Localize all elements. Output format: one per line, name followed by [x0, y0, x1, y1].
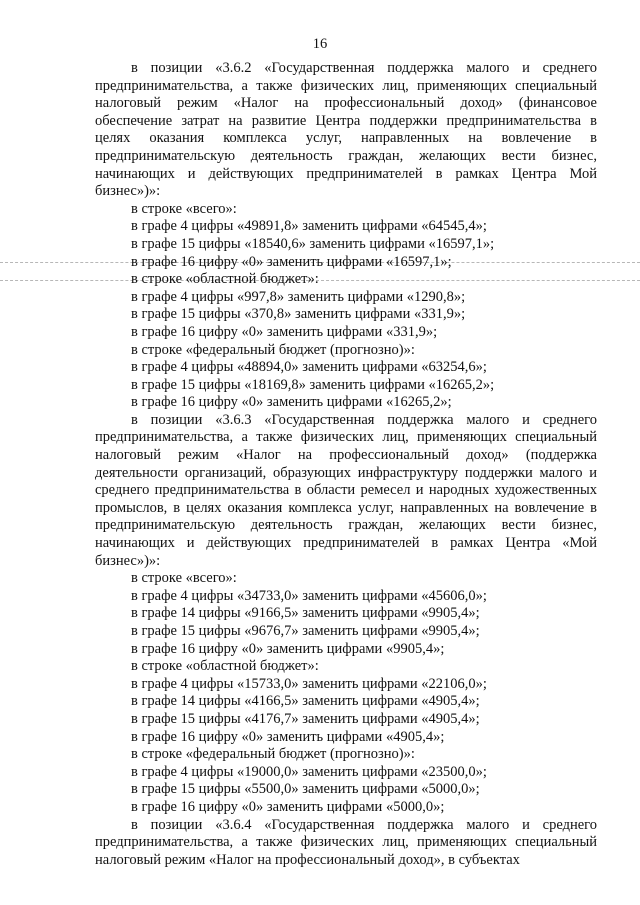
amendment-line: в графе 16 цифру «0» заменить цифрами «4905,4»; [131, 728, 445, 745]
amendment-line: в графе 4 цифры «997,8» заменить цифрами «1290,8»; [131, 288, 466, 305]
amendment-line: в строке «областной бюджет»: [131, 658, 319, 675]
amendment-line: в графе 15 цифры «370,8» заменить цифрами «331,9»; [131, 306, 466, 323]
amendment-line: в графе 15 цифры «5500,0» заменить цифрами «5000,0»; [131, 781, 480, 798]
amendment-line: в графе 16 цифру «0» заменить цифрами «331,9»; [131, 323, 438, 340]
page-number: 16 [312, 36, 328, 52]
document-body [95, 60, 597, 869]
amendment-line: в графе 15 цифры «18540,6» заменить цифрами «16597,1»; [131, 235, 495, 252]
amendment-line: в графе 15 цифры «9676,7» заменить цифрами «9905,4»; [131, 623, 480, 639]
paragraph: в позиции «3.6.3 «Государственная поддержка малого и среднего предпринимательства, а также физических лиц, применяющих специальный налоговый режим «Налог на профессиональный доход» (поддержка деятельности организаций, образующих инфраструктуру поддержки малого и среднего предпринимательства в области ремесел и народных художественных промыслов, в целях оказания комплекса услуг, направленных на вовлечение в предпринимательскую деятельность граждан, желающих вести бизнес, начинающих и действующих предпринимателей в рамках Центра «Мой бизнес»)»: [95, 411, 597, 569]
amendment-line: в графе 14 цифры «4166,5» заменить цифрами «4905,4»; [131, 693, 480, 710]
amendment-line: в графе 15 цифры «4176,7» заменить цифрами «4905,4»; [131, 710, 480, 727]
amendment-line: в графе 4 цифры «48894,0» заменить цифрами «63254,6»; [131, 359, 487, 376]
paragraph: в позиции «3.6.4 «Государственная поддержка малого и среднего предпринимательства, а также физических лиц, применяющих специальный налоговый режим «Налог на профессиональный доход», в субъектах [95, 816, 597, 868]
amendment-line: в графе 4 цифры «34733,0» заменить цифрами «45606,0»; [131, 587, 487, 604]
amendment-line: в графе 4 цифры «49891,8» заменить цифрами «64545,4»; [131, 218, 487, 235]
amendment-line: в графе 16 цифру «0» заменить цифрами «5000,0»; [131, 798, 445, 815]
paragraph: в позиции «3.6.2 «Государственная поддержка малого и среднего предпринимательства, а также физических лиц, применяющих специальный налоговый режим «Налог на профессиональный доход» (финансовое обеспечение затрат на развитие Центра поддержки предпринимательства в целях оказания комплекса услуг, направленных на вовлечение в предпринимательскую деятельность граждан, желающих вести бизнес, начинающих и действующих предпринимателей в рамках Центра Мой бизнес»)»: [95, 60, 597, 200]
amendment-line: в строке «федеральный бюджет (прогнозно)»: [131, 746, 415, 763]
amendment-line: в строке «областной бюджет»: [131, 271, 319, 288]
amendment-line: в графе 4 цифры «19000,0» заменить цифрами «23500,0»; [131, 763, 487, 780]
amendment-line: в графе 4 цифры «15733,0» заменить цифрами «22106,0»; [131, 675, 487, 692]
amendment-line: в строке «федеральный бюджет (прогнозно)»: [131, 341, 415, 358]
amendment-line: в строке «всего»: [131, 200, 237, 217]
amendment-line: в графе 14 цифры «9166,5» заменить цифрами «9905,4»; [131, 605, 480, 622]
amendment-line: в строке «всего»: [131, 570, 237, 587]
amendment-line: в графе 16 цифру «0» заменить цифрами «16597,1»; [131, 253, 452, 270]
amendment-line: в графе 16 цифру «0» заменить цифрами «9905,4»; [131, 640, 445, 657]
amendment-line: в графе 16 цифру «0» заменить цифрами «16265,2»; [131, 394, 452, 411]
amendment-line: в графе 15 цифры «18169,8» заменить цифрами «16265,2»; [131, 376, 495, 393]
